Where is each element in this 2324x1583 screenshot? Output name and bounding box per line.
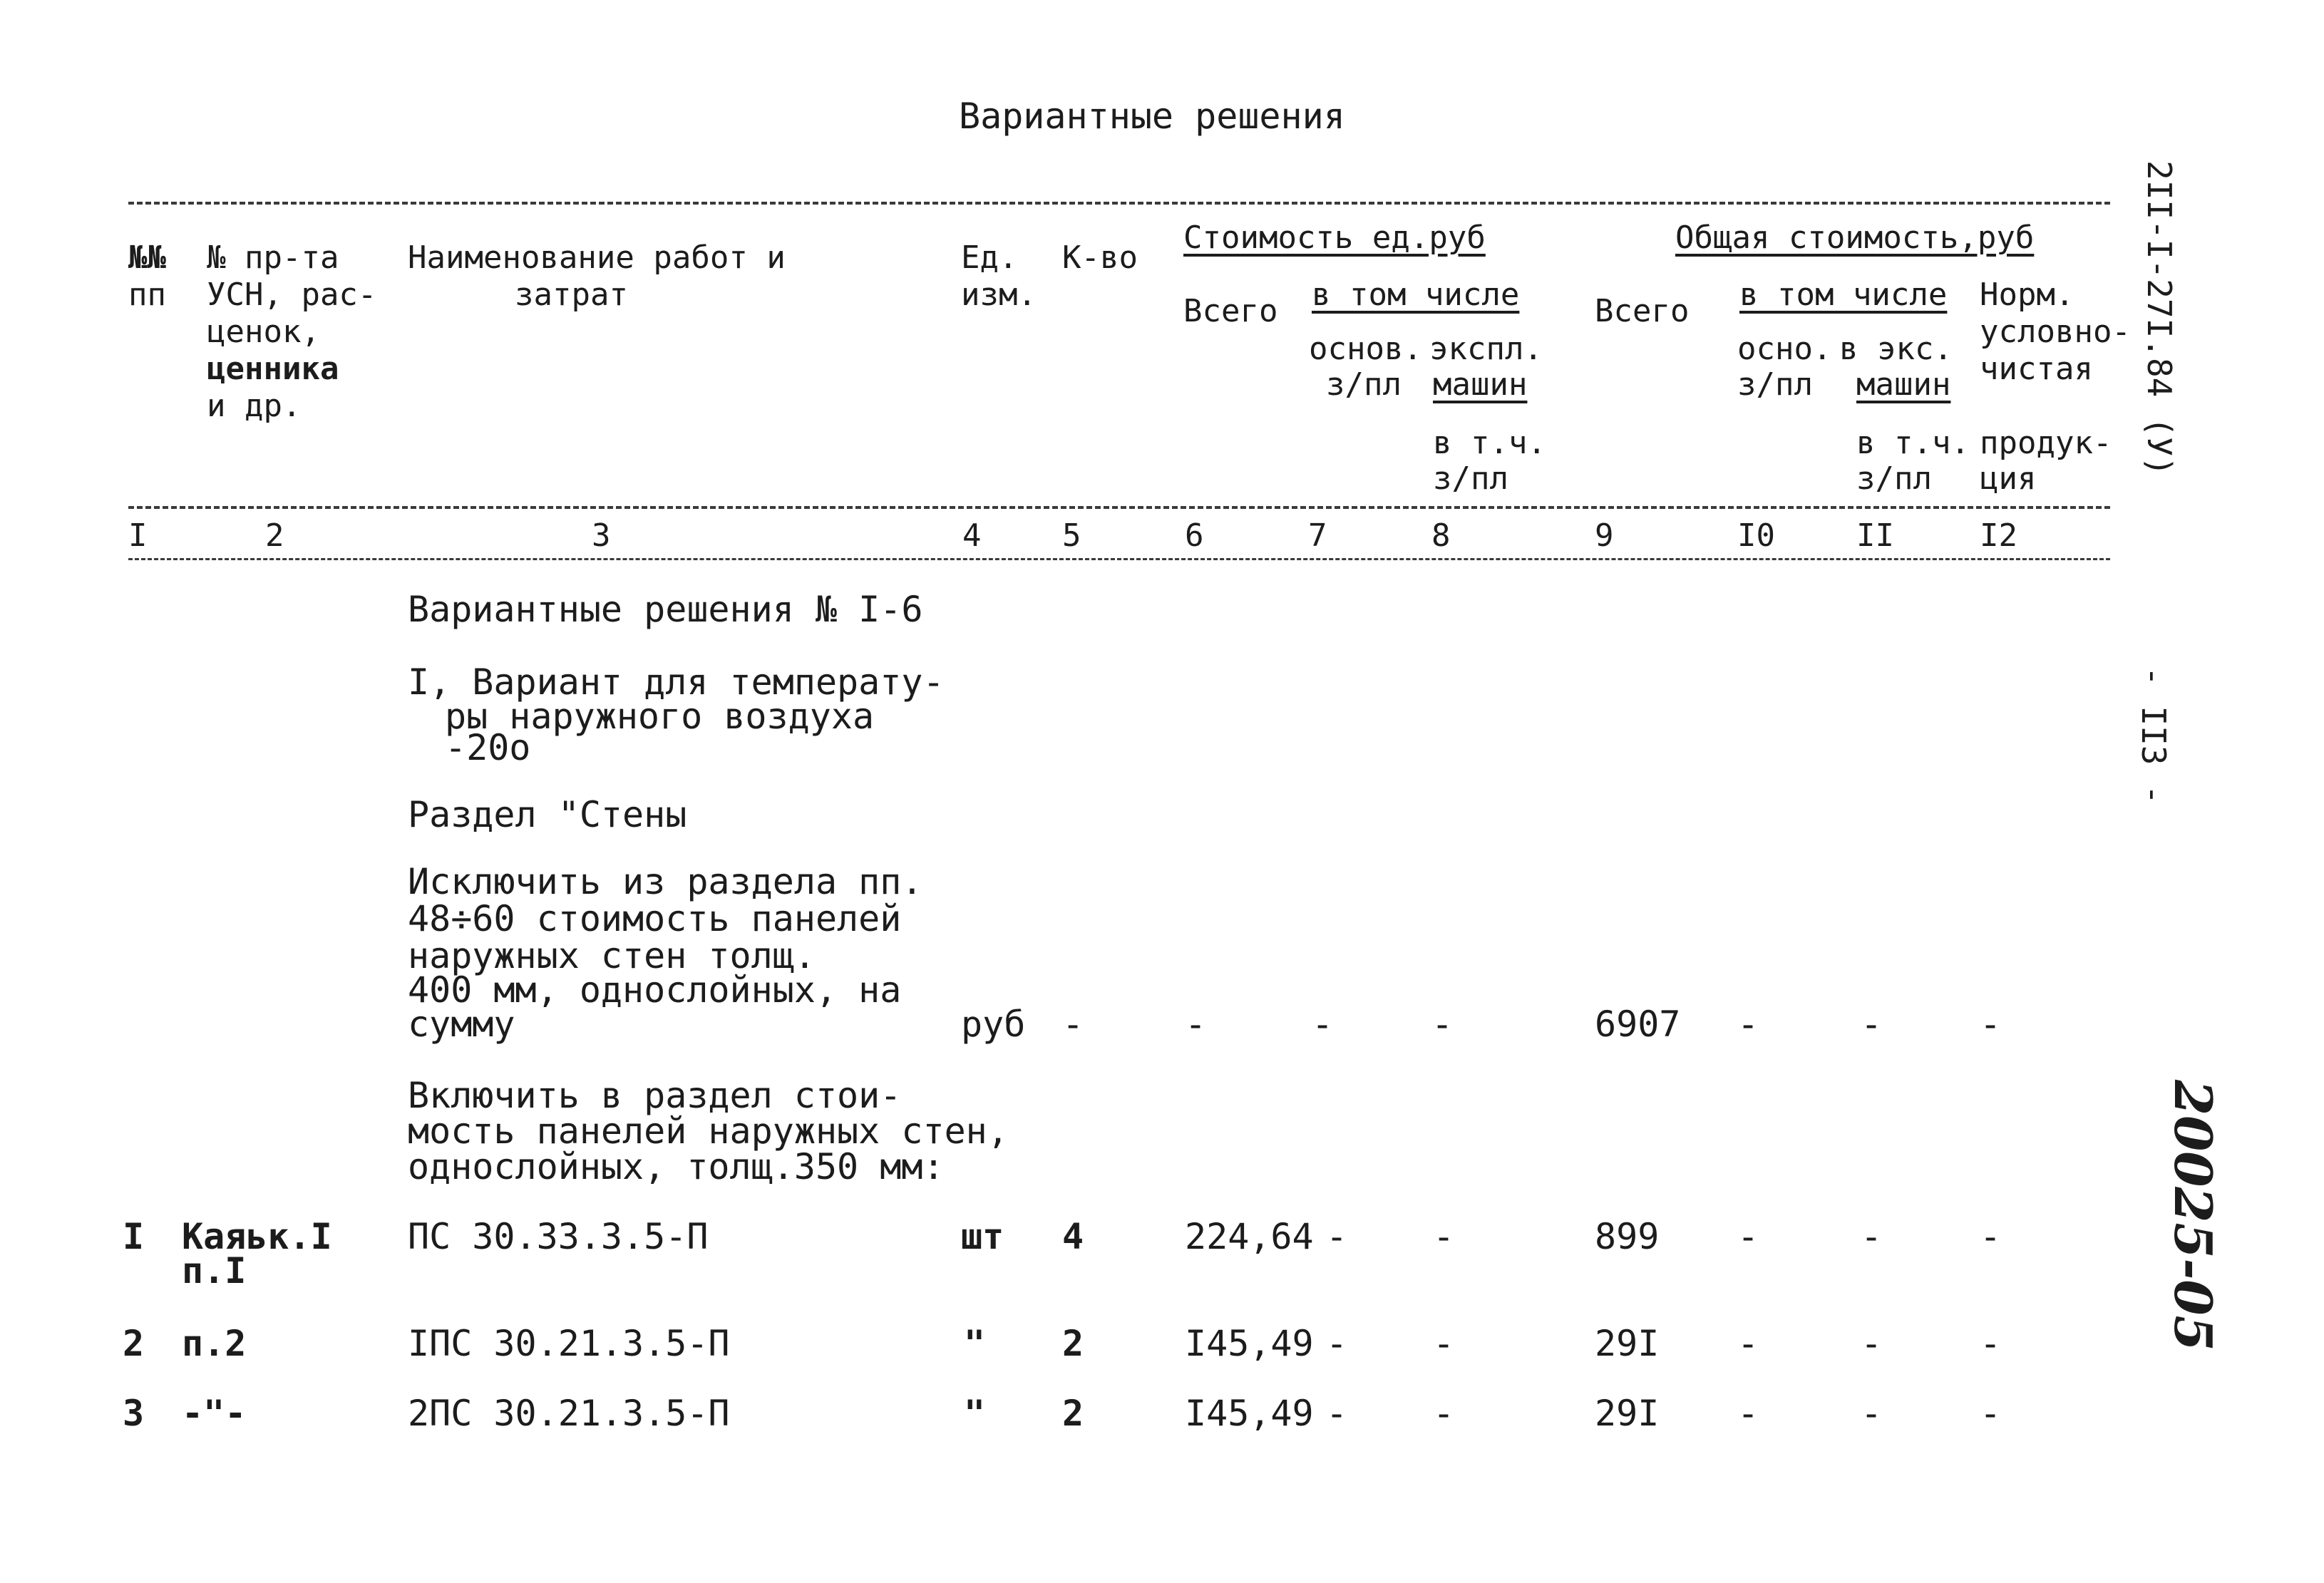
row-total: 29I bbox=[1595, 1393, 1660, 1434]
row-name: 2ПС 30.21.3.5-П bbox=[408, 1393, 730, 1434]
row-total-machine: - bbox=[1861, 1323, 1883, 1364]
row-name: ПС 30.33.3.5-П bbox=[408, 1216, 709, 1257]
row-unit: " bbox=[964, 1323, 986, 1364]
include-text: Включить в раздел стои- bbox=[408, 1075, 902, 1116]
row-ref: -"- bbox=[182, 1393, 247, 1434]
header-bottom-rule bbox=[128, 506, 2110, 509]
row-cost: I45,49 bbox=[1185, 1323, 1314, 1364]
exclude-total: 6907 bbox=[1595, 1004, 1681, 1045]
colnum-3: 3 bbox=[592, 517, 611, 554]
row-total-wage: - bbox=[1737, 1323, 1759, 1364]
row-total: 899 bbox=[1595, 1216, 1660, 1257]
row-norm: - bbox=[1980, 1323, 2002, 1364]
col4-header: Ед. bbox=[961, 239, 1018, 276]
colnum-1: I bbox=[128, 517, 148, 554]
col11-header: в экс. bbox=[1839, 331, 1953, 367]
col2-header: № пр-та bbox=[207, 239, 339, 276]
col12-header: Норм. bbox=[1980, 277, 2074, 313]
variant-heading: I, Вариант для температу- bbox=[408, 661, 945, 703]
colnum-12: I2 bbox=[1980, 517, 2017, 554]
row-total-machine: - bbox=[1861, 1216, 1883, 1257]
row-machine: - bbox=[1433, 1323, 1455, 1364]
total-incl-header: в том числе bbox=[1739, 277, 1948, 313]
row-machine: - bbox=[1433, 1216, 1455, 1257]
row-total-wage: - bbox=[1737, 1393, 1759, 1434]
exclude-norm: - bbox=[1980, 1004, 2002, 1045]
row-qty: 4 bbox=[1062, 1216, 1084, 1257]
colnum-11: II bbox=[1856, 517, 1894, 554]
col3-header: Наименование работ и bbox=[408, 239, 786, 276]
row-norm: - bbox=[1980, 1393, 2002, 1434]
row-wage: - bbox=[1326, 1393, 1348, 1434]
row-cost: 224,64 bbox=[1185, 1216, 1314, 1257]
unit-cost-header: Стоимость ед.руб bbox=[1183, 220, 1486, 256]
colnum-4: 4 bbox=[962, 517, 982, 554]
page-number: - II3 - bbox=[2134, 666, 2173, 805]
row-number: 2 bbox=[123, 1323, 145, 1364]
section-title: Вариантные решения № I-6 bbox=[408, 589, 923, 630]
chapter-title: Раздел "Стены bbox=[408, 794, 687, 835]
header-top-rule bbox=[128, 202, 2110, 205]
colnum-5: 5 bbox=[1062, 517, 1081, 554]
colnum-2: 2 bbox=[265, 517, 284, 554]
unit-incl-header: в том числе bbox=[1312, 277, 1520, 313]
row-wage: - bbox=[1326, 1216, 1348, 1257]
col11-sub-header: в т.ч. bbox=[1856, 425, 1970, 461]
row-unit: шт bbox=[961, 1216, 1004, 1257]
colnum-7: 7 bbox=[1308, 517, 1327, 554]
col8-header: экспл. bbox=[1429, 331, 1543, 367]
exclude-total-machine: - bbox=[1861, 1004, 1883, 1045]
exclude-qty: - bbox=[1062, 1004, 1084, 1045]
row-wage: - bbox=[1326, 1323, 1348, 1364]
column-numbers-rule bbox=[128, 558, 2110, 560]
page-title: Вариантные решения bbox=[959, 96, 1345, 137]
exclude-cost: - bbox=[1185, 1004, 1207, 1045]
row-total-machine: - bbox=[1861, 1393, 1883, 1434]
colnum-10: I0 bbox=[1737, 517, 1775, 554]
colnum-8: 8 bbox=[1431, 517, 1451, 554]
exclude-total-wage: - bbox=[1737, 1004, 1759, 1045]
row-ref: Каяьк.I bbox=[182, 1216, 332, 1257]
col10-header: осно. bbox=[1737, 331, 1832, 367]
row-norm: - bbox=[1980, 1216, 2002, 1257]
exclude-machine: - bbox=[1431, 1004, 1454, 1045]
col5-header: К-во bbox=[1062, 239, 1138, 276]
col6-header: Всего bbox=[1183, 293, 1278, 329]
exclude-wage: - bbox=[1312, 1004, 1334, 1045]
row-qty: 2 bbox=[1062, 1323, 1084, 1364]
row-number: 3 bbox=[123, 1393, 145, 1434]
side-code: 2II-I-27I.84 (У) bbox=[2140, 160, 2179, 477]
handwritten-number: 20025-05 bbox=[2163, 1080, 2223, 1351]
col7-header: основ. bbox=[1309, 331, 1422, 367]
col8-sub-header: в т.ч. bbox=[1433, 425, 1546, 461]
colnum-9: 9 bbox=[1595, 517, 1614, 554]
exclude-unit: руб bbox=[961, 1004, 1026, 1045]
col9-header: Всего bbox=[1595, 293, 1690, 329]
row-name: IПС 30.21.3.5-П bbox=[408, 1323, 730, 1364]
row-total-wage: - bbox=[1737, 1216, 1759, 1257]
colnum-6: 6 bbox=[1185, 517, 1204, 554]
row-ref: п.2 bbox=[182, 1323, 247, 1364]
row-number: I bbox=[123, 1216, 145, 1257]
total-cost-header: Общая стоимость,руб bbox=[1675, 220, 2035, 256]
exclude-text: Исключить из раздела пп. bbox=[408, 861, 923, 902]
row-total: 29I bbox=[1595, 1323, 1660, 1364]
row-qty: 2 bbox=[1062, 1393, 1084, 1434]
row-cost: I45,49 bbox=[1185, 1393, 1314, 1434]
row-machine: - bbox=[1433, 1393, 1455, 1434]
col1-header: №№ bbox=[128, 239, 166, 276]
row-unit: " bbox=[964, 1393, 986, 1434]
